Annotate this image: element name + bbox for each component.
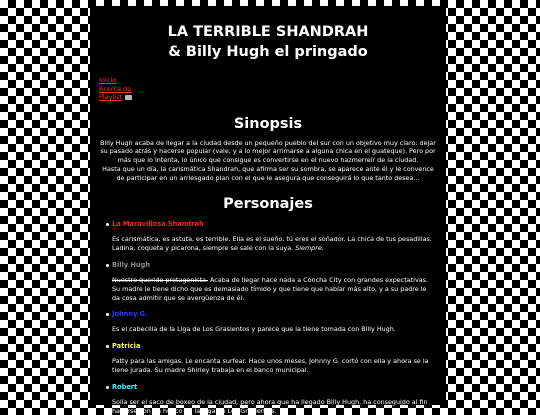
characters-heading: Personajes xyxy=(223,196,313,213)
nav-link-inicio[interactable]: Inicio xyxy=(99,76,117,84)
bullet-icon xyxy=(106,223,109,226)
page-title xyxy=(90,22,446,62)
character-johnny-g xyxy=(112,310,432,334)
character-description-text: Acaba de llegar hace nada a Concha City con grandes expectativas. Su madre le tiene dicho que es demasiado tímido y que tiene que hablar más alto, y a su padre le da cosa admitir que se avergüenza de él. xyxy=(112,276,429,302)
character-name: Patricia xyxy=(112,342,141,351)
character-description: Es el cabecilla de la Liga de Los Grasientos y parece que la tiene tomada con Billy Hugh. xyxy=(112,325,396,334)
character-name: La Maravillosa Shandrah xyxy=(112,220,204,229)
character-name: Billy Hugh xyxy=(112,261,151,270)
bullet-icon xyxy=(106,345,109,348)
page-title-line1: LA TERRIBLE SHANDRAH xyxy=(167,24,369,40)
bullet-icon xyxy=(106,264,109,267)
characters-list xyxy=(90,220,446,415)
nav-link-acerca-de[interactable]: Acerca de xyxy=(99,84,132,93)
character-description-struck: Nuestro querido protagonista. xyxy=(112,276,208,285)
character-description: Patty para las amigas. Le encanta surfear. Hace unos meses, Johnny G. cortó con ella y ahora se la tiene jurada. Su madre Shirley trabaja en el banco municipal. xyxy=(112,357,429,375)
character-description-text: Es carismática, es astuta, es terrible. Ella es el sueño, tú eres el soñador. La chica de tus pesadillas. Ladina, coqueta y picarona, siempre se sale con la suya. xyxy=(112,235,432,253)
character-description-emphasis: Siempre. xyxy=(295,244,324,253)
music-icon[interactable] xyxy=(125,95,132,100)
synopsis-paragraph-2: Hasta que un día, la carismática Shandrah, que afirma ser su sombra, se aparece ante él y le convence de participar en un arriesgado plan con el que le asegura que conseguirá lo que tanto desea... xyxy=(102,164,434,182)
page-title-line2: & Billy Hugh el pringado xyxy=(168,44,368,60)
nav-item-playlist xyxy=(99,93,446,102)
character-description xyxy=(112,276,432,302)
character-name: Johnny G. xyxy=(112,310,148,319)
character-patricia xyxy=(112,342,432,375)
character-shandrah xyxy=(112,220,432,253)
character-billy-hugh xyxy=(112,261,432,302)
character-description: Solía ser el saco de boxeo de la ciudad, pero ahora que ha llegado Billy Hugh, ha conseguido al fin hacerse con un hueco en la Liga de Los Grasientos. xyxy=(112,397,428,415)
nav-link-playlist[interactable]: Playlist xyxy=(99,93,123,101)
character-robert xyxy=(112,383,432,415)
synopsis-text xyxy=(99,139,437,183)
bullet-icon xyxy=(106,386,109,389)
character-name: Robert xyxy=(112,382,138,391)
character-description xyxy=(112,235,432,253)
main-content xyxy=(90,6,446,415)
synopsis-heading: Sinopsis xyxy=(233,115,303,132)
nav-menu xyxy=(99,76,446,102)
synopsis-paragraph-1: Billy Hugh acaba de llegar a la ciudad desde un pequeño pueblo del sur con un objetivo muy claro: dejar su pasado atrás y hacerse popular (vale, y a lo mejor arrimarse a alguna chica en el guateque). Pero por más que lo intenta, lo único que consigue es convertirse en el nuevo hazmerreír de la ciudad. xyxy=(100,138,436,165)
bullet-icon xyxy=(106,313,109,316)
